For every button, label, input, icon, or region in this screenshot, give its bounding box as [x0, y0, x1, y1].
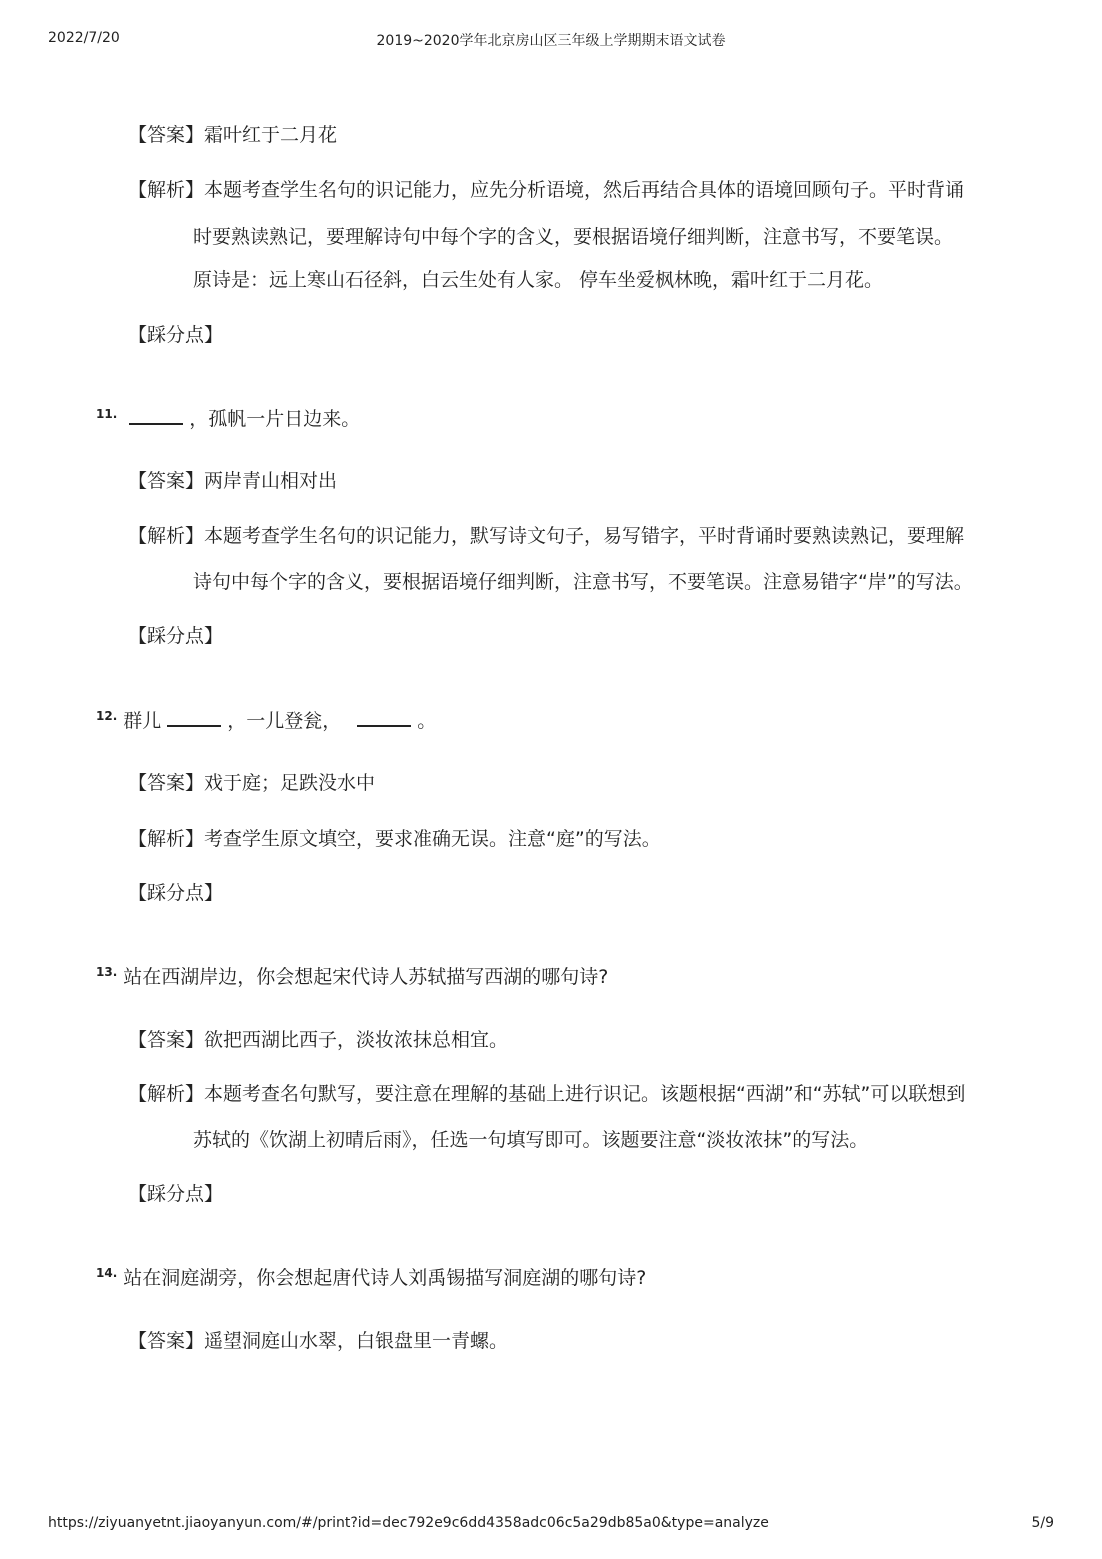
q10-answer: 霜叶红于二月花 [204, 124, 338, 146]
q12-answer-line [128, 770, 375, 796]
q11-analysis-line-2: 诗句中每个字的含义，要根据语境仔细判断，注意书写，不要笔误。注意易错字“岸”的写法。 [193, 571, 973, 593]
q13-answer: 欲把西湖比西子，淡妆浓抹总相宜。 [204, 1029, 509, 1051]
answer-label: 【答案】 [128, 124, 205, 146]
answer-label: 【答案】 [128, 470, 205, 492]
q12-text-c: 。 [417, 710, 437, 732]
q11-analysis-line-1 [128, 523, 964, 549]
q12-answer: 戏于庭；足跌没水中 [204, 772, 376, 794]
analysis-label: 【解析】 [128, 1083, 205, 1105]
q12-analysis-line [128, 826, 661, 852]
q11-analysis-1: 本题考查学生名句的识记能力，默写诗文句子，易写错字，平时背诵时要熟读熟记，要理解 [204, 525, 965, 547]
q12-text-a: 群儿 [123, 710, 162, 732]
q10-points-label: 【踩分点】 [128, 324, 224, 346]
q14-answer-line [128, 1328, 508, 1354]
q14-question [96, 1265, 646, 1291]
q11-number: 11. [96, 407, 118, 421]
q14-number: 14. [96, 1266, 118, 1280]
q13-text: 站在西湖岸边，你会想起宋代诗人苏轼描写西湖的哪句诗? [123, 966, 609, 988]
q13-analysis-1: 本题考查名句默写，要注意在理解的基础上进行识记。该题根据“西湖”和“苏轼”可以联想到 [204, 1083, 966, 1105]
q12-blank-1 [167, 709, 221, 727]
q14-text: 站在洞庭湖旁，你会想起唐代诗人刘禹锡描写洞庭湖的哪句诗? [123, 1267, 647, 1289]
q13-analysis-line-1 [128, 1081, 965, 1107]
analysis-label: 【解析】 [128, 525, 205, 547]
q14-answer: 遥望洞庭山水翠，白银盘里一青螺。 [204, 1330, 509, 1352]
q12-blank-2 [357, 709, 411, 727]
q11-answer-line [128, 468, 337, 494]
q11-answer: 两岸青山相对出 [204, 470, 338, 492]
q12-text-b: ，一儿登瓮， [227, 710, 342, 732]
q11-question [96, 406, 360, 432]
q10-analysis-line-2: 时要熟读熟记，要理解诗句中每个字的含义，要根据语境仔细判断，注意书写，不要笔误。 [193, 226, 954, 248]
q13-points-label: 【踩分点】 [128, 1183, 224, 1205]
header-title: 2019~2020学年北京房山区三年级上学期期末语文试卷 [376, 33, 726, 49]
answer-label: 【答案】 [128, 772, 205, 794]
q13-question [96, 964, 608, 990]
answer-label: 【答案】 [128, 1029, 205, 1051]
q12-number: 12. [96, 709, 118, 723]
q13-answer-line [128, 1027, 508, 1053]
q11-text: ，孤帆一片日边来。 [189, 408, 361, 430]
q13-number: 13. [96, 965, 118, 979]
analysis-label: 【解析】 [128, 828, 205, 850]
q12-question [96, 708, 436, 734]
q12-analysis: 考查学生原文填空，要求准确无误。注意“庭”的写法。 [204, 828, 661, 850]
q10-answer-line [128, 122, 337, 148]
analysis-label: 【解析】 [128, 179, 205, 201]
header-date: 2022/7/20 [48, 30, 120, 46]
q10-analysis-line-1 [128, 177, 964, 203]
q10-analysis-1: 本题考查学生名句的识记能力，应先分析语境，然后再结合具体的语境回顾句子。平时背诵 [204, 179, 965, 201]
q13-analysis-line-2: 苏轼的《饮湖上初晴后雨》，任选一句填写即可。该题要注意“淡妆浓抹”的写法。 [193, 1129, 869, 1151]
footer-page-number: 5/9 [1031, 1515, 1054, 1531]
footer-url: https://ziyuanyetnt.jiaoyanyun.com/#/print?id=dec792e9c6dd4358adc06c5a29db85a0&type=analyze [48, 1515, 769, 1531]
q12-points-label: 【踩分点】 [128, 882, 224, 904]
q11-points-label: 【踩分点】 [128, 625, 224, 647]
q11-blank [129, 407, 183, 425]
answer-label: 【答案】 [128, 1330, 205, 1352]
q10-analysis-line-3: 原诗是：远上寒山石径斜，白云生处有人家。 停车坐爱枫林晚，霜叶红于二月花。 [193, 269, 884, 291]
